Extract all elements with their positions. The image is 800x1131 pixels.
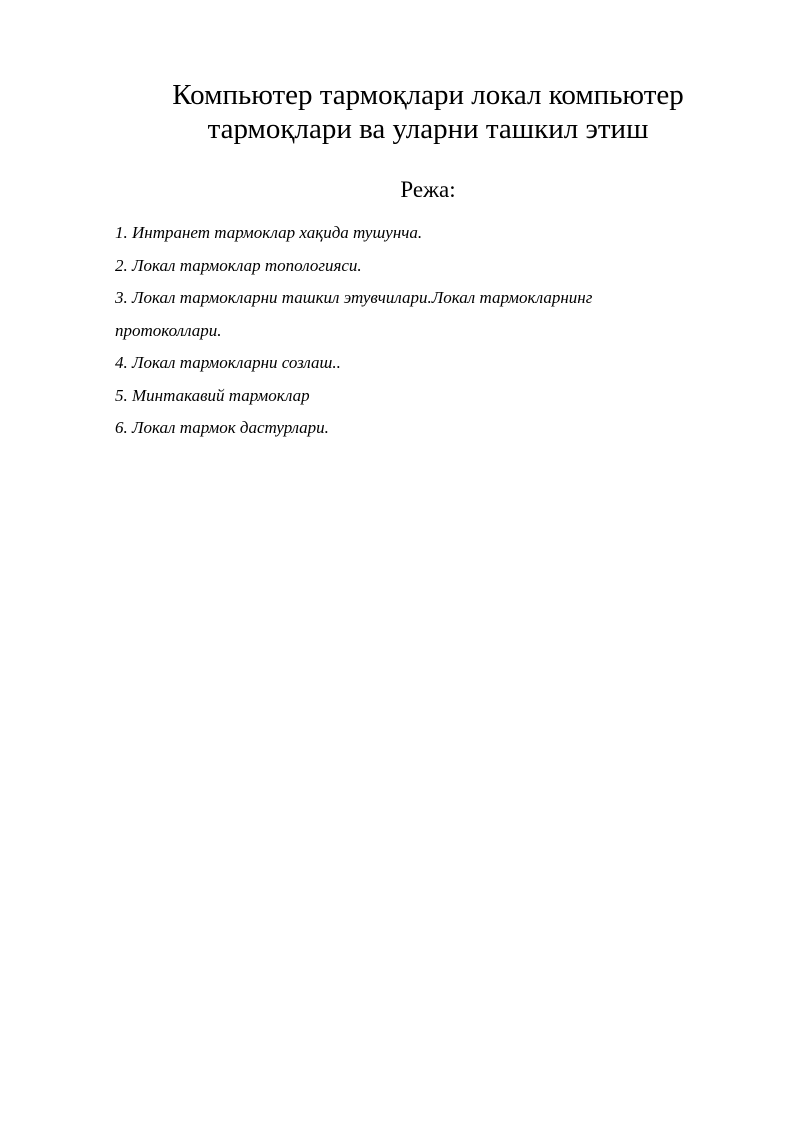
plan-item: 2. Локал тармоклар топологияси.	[115, 255, 362, 275]
plan-item: 6. Локал тармок дастурлари.	[115, 418, 329, 437]
title-line-2: тармоқлари ва уларни ташкил этиш	[207, 113, 649, 145]
plan-item: 4. Локал тармокларни созлаш..	[115, 353, 341, 372]
plan-list	[115, 217, 715, 445]
plan-heading: Режа:	[400, 177, 456, 202]
plan-item: 3. Локал тармокларни ташкил этувчилари.Локал тармокларнинг	[115, 288, 593, 307]
document-title	[140, 78, 716, 146]
plan-item: 1. Интранет тармоклар хақида тушунча.	[115, 223, 423, 242]
title-line-1: Компьютер тармоқлари локал компьютер	[172, 79, 684, 111]
plan-item: 5. Минтакавий тармоклар	[115, 385, 310, 405]
plan-item-continuation: протоколлари.	[115, 320, 222, 340]
